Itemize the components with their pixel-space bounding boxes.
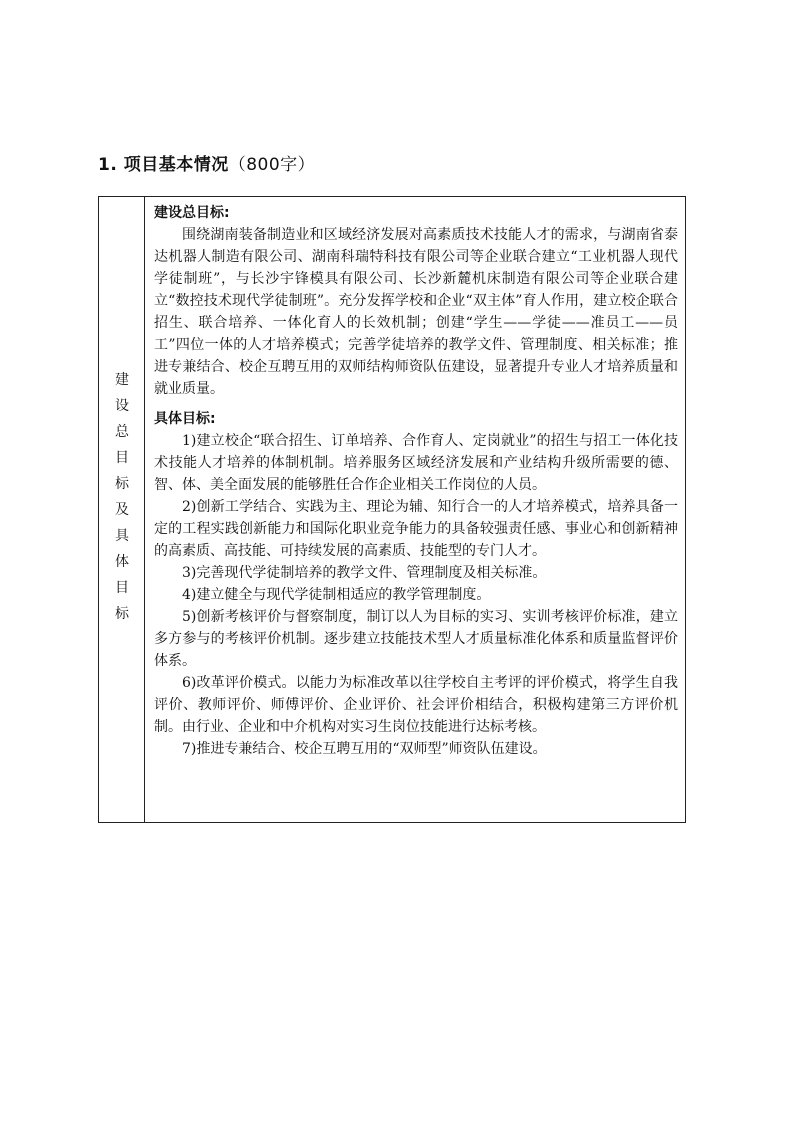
label-char: 总 — [115, 424, 129, 440]
overall-goal-title: 建设总目标: — [154, 205, 230, 221]
label-char: 目 — [115, 450, 129, 466]
label-char: 具 — [115, 528, 129, 544]
goals-table — [98, 196, 686, 823]
specific-goal-item: 1)建立校企“联合招生、订单培养、合作育人、定岗就业”的招生与招工一体化技术技能人才培养的体制机制。培养服务区域经济发展和产业结构升级所需要的德、智、体、美全面发展的能够胜任合作企业相关工作岗位的人员。 — [154, 433, 678, 493]
label-char: 标 — [115, 606, 129, 622]
heading-number: 1. — [98, 155, 118, 175]
specific-goal-item: 2)创新工学结合、实践为主、理论为辅、知行合一的人才培养模式，培养具备一定的工程实践创新能力和国际化职业竞争能力的具备较强责任感、事业心和创新精神的高素质、高技能、可持续发展的高素质、技能型的专门人才。 — [154, 499, 678, 559]
content-cell — [154, 202, 678, 760]
specific-goal-item: 4)建立健全与现代学徒制相适应的教学管理制度。 — [182, 587, 491, 603]
specific-goal-item: 5)创新考核评价与督察制度，制订以人为目标的实习、实训考核评价标准，建立多方参与的考核评价机制。逐步建立技能技术型人才质量标准化体系和质量监督评价体系。 — [154, 609, 678, 669]
specific-goal-item: 6)改革评价模式。以能力为标准改革以往学校自主考评的评价模式，将学生自我评价、教师评价、师傅评价、企业评价、社会评价相结合，积极构建第三方评价机制。由行业、企业和中介机构对实习生岗位技能进行达标考核。 — [154, 675, 678, 735]
heading-title: 项目基本情况 — [123, 155, 229, 175]
label-char: 及 — [115, 502, 129, 518]
heading-note: （800字） — [228, 155, 316, 175]
overall-goal-text: 围绕湖南装备制造业和区域经济发展对高素质技术技能人才的需求，与湖南省泰达机器人制造有限公司、湖南科瑞特科技有限公司等企业联合建立“工业机器人现代学徒制班”，与长沙宇锋模具有限公司、长沙新麓机床制造有限公司等企业联合建立“数控技术现代学徒制班”。充分发挥学校和企业“双主体”育人作用，建立校企联合招生、联合培养、一体化育人的长效机制；创建“学生——学徒——准员工——员工”四位一体的人才培养模式；完善学徒培养的教学文件、管理制度、相关标准；推进专兼结合、校企互聘互用的双师结构师资队伍建设，显著提升专业人才培养质量和就业质量。 — [154, 227, 678, 397]
label-char: 体 — [115, 554, 129, 570]
specific-goal-item: 3)完善现代学徒制培养的教学文件、管理制度及相关标准。 — [182, 565, 547, 581]
label-char: 标 — [115, 476, 129, 492]
section-heading — [98, 150, 315, 175]
label-char: 目 — [115, 580, 129, 596]
specific-goal-item: 7)推进专兼结合、校企互聘互用的“双师型”师资队伍建设。 — [182, 741, 547, 757]
vertical-label — [99, 367, 145, 627]
label-char: 设 — [115, 398, 129, 414]
specific-goal-title: 具体目标: — [154, 411, 216, 427]
label-char: 建 — [115, 372, 129, 388]
left-label-cell — [99, 197, 145, 822]
